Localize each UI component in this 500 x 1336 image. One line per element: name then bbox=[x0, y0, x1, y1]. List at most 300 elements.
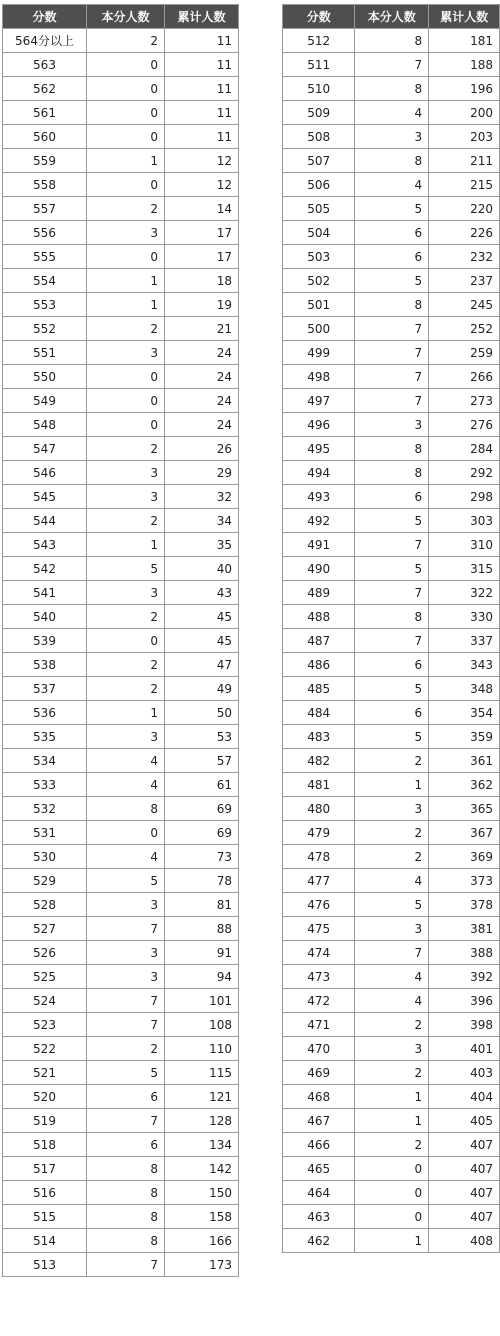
count-cell: 8 bbox=[355, 29, 429, 53]
cumulative-cell: 53 bbox=[165, 725, 239, 749]
cumulative-cell: 237 bbox=[429, 269, 500, 293]
table-row bbox=[283, 725, 500, 749]
table-row bbox=[283, 509, 500, 533]
score-cell: 483 bbox=[283, 725, 355, 749]
score-cell: 517 bbox=[3, 1157, 87, 1181]
score-cell: 528 bbox=[3, 893, 87, 917]
table-row bbox=[3, 629, 239, 653]
table-row bbox=[283, 173, 500, 197]
cumulative-cell: 388 bbox=[429, 941, 500, 965]
table-row bbox=[283, 365, 500, 389]
score-cell: 563 bbox=[3, 53, 87, 77]
table-row bbox=[283, 101, 500, 125]
count-cell: 8 bbox=[87, 1205, 165, 1229]
cumulative-cell: 115 bbox=[165, 1061, 239, 1085]
cumulative-cell: 24 bbox=[165, 341, 239, 365]
cumulative-cell: 45 bbox=[165, 629, 239, 653]
cumulative-cell: 403 bbox=[429, 1061, 500, 1085]
table-row bbox=[283, 677, 500, 701]
score-cell: 463 bbox=[283, 1205, 355, 1229]
cumulative-cell: 12 bbox=[165, 173, 239, 197]
score-cell: 543 bbox=[3, 533, 87, 557]
count-cell: 2 bbox=[87, 509, 165, 533]
count-cell: 5 bbox=[355, 197, 429, 221]
score-cell: 497 bbox=[283, 389, 355, 413]
score-cell: 533 bbox=[3, 773, 87, 797]
cumulative-cell: 134 bbox=[165, 1133, 239, 1157]
score-cell: 516 bbox=[3, 1181, 87, 1205]
score-cell: 482 bbox=[283, 749, 355, 773]
count-cell: 6 bbox=[87, 1085, 165, 1109]
cumulative-cell: 405 bbox=[429, 1109, 500, 1133]
table-row bbox=[3, 341, 239, 365]
table-row bbox=[283, 389, 500, 413]
count-cell: 7 bbox=[87, 1253, 165, 1277]
score-cell: 492 bbox=[283, 509, 355, 533]
table-row bbox=[283, 965, 500, 989]
count-cell: 0 bbox=[87, 125, 165, 149]
score-cell: 537 bbox=[3, 677, 87, 701]
count-cell: 1 bbox=[87, 149, 165, 173]
count-cell: 3 bbox=[87, 965, 165, 989]
cumulative-cell: 29 bbox=[165, 461, 239, 485]
table-row bbox=[3, 533, 239, 557]
score-cell: 541 bbox=[3, 581, 87, 605]
count-cell: 0 bbox=[355, 1205, 429, 1229]
table-row bbox=[3, 1157, 239, 1181]
count-cell: 8 bbox=[355, 461, 429, 485]
cumulative-cell: 252 bbox=[429, 317, 500, 341]
table-row bbox=[3, 53, 239, 77]
table-row bbox=[3, 125, 239, 149]
table-row bbox=[283, 605, 500, 629]
cumulative-cell: 57 bbox=[165, 749, 239, 773]
cumulative-cell: 11 bbox=[165, 53, 239, 77]
table-row bbox=[283, 773, 500, 797]
count-cell: 0 bbox=[87, 53, 165, 77]
table-row bbox=[3, 1109, 239, 1133]
score-cell: 472 bbox=[283, 989, 355, 1013]
score-cell: 529 bbox=[3, 869, 87, 893]
table-row bbox=[283, 1061, 500, 1085]
cumulative-cell: 35 bbox=[165, 533, 239, 557]
cumulative-cell: 188 bbox=[429, 53, 500, 77]
table-row bbox=[3, 1013, 239, 1037]
score-cell: 535 bbox=[3, 725, 87, 749]
table-row bbox=[283, 821, 500, 845]
score-cell: 546 bbox=[3, 461, 87, 485]
table-row bbox=[3, 437, 239, 461]
count-cell: 0 bbox=[87, 413, 165, 437]
table-row bbox=[3, 149, 239, 173]
count-cell: 2 bbox=[87, 197, 165, 221]
table-row bbox=[3, 701, 239, 725]
count-cell: 2 bbox=[355, 1133, 429, 1157]
cumulative-cell: 361 bbox=[429, 749, 500, 773]
count-cell: 7 bbox=[355, 53, 429, 77]
score-cell: 534 bbox=[3, 749, 87, 773]
table-row bbox=[3, 269, 239, 293]
cumulative-cell: 11 bbox=[165, 77, 239, 101]
count-cell: 6 bbox=[355, 701, 429, 725]
count-cell: 5 bbox=[87, 869, 165, 893]
score-cell: 481 bbox=[283, 773, 355, 797]
count-cell: 8 bbox=[355, 77, 429, 101]
score-cell: 510 bbox=[283, 77, 355, 101]
count-cell: 7 bbox=[355, 341, 429, 365]
score-cell: 504 bbox=[283, 221, 355, 245]
cumulative-cell: 359 bbox=[429, 725, 500, 749]
cumulative-cell: 110 bbox=[165, 1037, 239, 1061]
count-cell: 7 bbox=[355, 941, 429, 965]
cumulative-cell: 373 bbox=[429, 869, 500, 893]
score-cell: 508 bbox=[283, 125, 355, 149]
table-row bbox=[3, 413, 239, 437]
cumulative-cell: 407 bbox=[429, 1133, 500, 1157]
count-cell: 2 bbox=[87, 29, 165, 53]
count-cell: 3 bbox=[87, 725, 165, 749]
score-cell: 550 bbox=[3, 365, 87, 389]
cumulative-cell: 348 bbox=[429, 677, 500, 701]
table-row bbox=[283, 149, 500, 173]
score-cell: 509 bbox=[283, 101, 355, 125]
table-row bbox=[3, 797, 239, 821]
score-cell: 469 bbox=[283, 1061, 355, 1085]
count-cell: 3 bbox=[355, 1037, 429, 1061]
cumulative-cell: 181 bbox=[429, 29, 500, 53]
count-cell: 8 bbox=[87, 1229, 165, 1253]
table-row bbox=[3, 989, 239, 1013]
count-cell: 0 bbox=[87, 389, 165, 413]
cumulative-cell: 24 bbox=[165, 365, 239, 389]
table-row bbox=[3, 1085, 239, 1109]
table-row bbox=[3, 821, 239, 845]
count-cell: 0 bbox=[87, 365, 165, 389]
score-cell: 557 bbox=[3, 197, 87, 221]
table-row bbox=[283, 1133, 500, 1157]
cumulative-cell: 40 bbox=[165, 557, 239, 581]
cumulative-cell: 11 bbox=[165, 101, 239, 125]
table-row bbox=[283, 77, 500, 101]
score-cell: 561 bbox=[3, 101, 87, 125]
score-cell: 507 bbox=[283, 149, 355, 173]
count-cell: 7 bbox=[87, 989, 165, 1013]
score-cell: 542 bbox=[3, 557, 87, 581]
table-row bbox=[3, 605, 239, 629]
table-row bbox=[3, 197, 239, 221]
table-row bbox=[283, 533, 500, 557]
count-cell: 0 bbox=[355, 1157, 429, 1181]
score-cell: 514 bbox=[3, 1229, 87, 1253]
table-row bbox=[3, 917, 239, 941]
cumulative-cell: 273 bbox=[429, 389, 500, 413]
score-cell: 500 bbox=[283, 317, 355, 341]
cumulative-cell: 61 bbox=[165, 773, 239, 797]
table-row bbox=[3, 461, 239, 485]
count-cell: 5 bbox=[355, 509, 429, 533]
cumulative-cell: 315 bbox=[429, 557, 500, 581]
score-cell: 559 bbox=[3, 149, 87, 173]
score-cell: 484 bbox=[283, 701, 355, 725]
cumulative-cell: 408 bbox=[429, 1229, 500, 1253]
count-cell: 5 bbox=[355, 725, 429, 749]
count-cell: 5 bbox=[87, 1061, 165, 1085]
score-cell: 547 bbox=[3, 437, 87, 461]
cumulative-cell: 200 bbox=[429, 101, 500, 125]
table-header-row bbox=[283, 5, 500, 29]
table-row bbox=[283, 917, 500, 941]
score-cell: 522 bbox=[3, 1037, 87, 1061]
table-row bbox=[283, 1229, 500, 1253]
count-cell: 3 bbox=[355, 125, 429, 149]
count-cell: 2 bbox=[87, 437, 165, 461]
score-cell: 551 bbox=[3, 341, 87, 365]
cumulative-cell: 34 bbox=[165, 509, 239, 533]
count-cell: 6 bbox=[355, 221, 429, 245]
score-cell: 523 bbox=[3, 1013, 87, 1037]
table-row bbox=[283, 197, 500, 221]
count-cell: 8 bbox=[355, 293, 429, 317]
cumulative-cell: 94 bbox=[165, 965, 239, 989]
count-cell: 7 bbox=[355, 365, 429, 389]
cumulative-cell: 24 bbox=[165, 413, 239, 437]
count-cell: 8 bbox=[355, 605, 429, 629]
table-row bbox=[283, 125, 500, 149]
score-cell: 468 bbox=[283, 1085, 355, 1109]
cumulative-cell: 121 bbox=[165, 1085, 239, 1109]
cumulative-cell: 108 bbox=[165, 1013, 239, 1037]
count-cell: 7 bbox=[87, 917, 165, 941]
score-cell: 524 bbox=[3, 989, 87, 1013]
cumulative-cell: 50 bbox=[165, 701, 239, 725]
score-cell: 495 bbox=[283, 437, 355, 461]
table-row bbox=[3, 581, 239, 605]
count-cell: 0 bbox=[87, 173, 165, 197]
count-cell: 0 bbox=[87, 821, 165, 845]
table-row bbox=[3, 77, 239, 101]
count-cell: 6 bbox=[87, 1133, 165, 1157]
count-cell: 2 bbox=[355, 749, 429, 773]
cumulative-cell: 150 bbox=[165, 1181, 239, 1205]
cumulative-cell: 128 bbox=[165, 1109, 239, 1133]
score-cell: 494 bbox=[283, 461, 355, 485]
count-cell: 7 bbox=[355, 389, 429, 413]
cumulative-cell: 11 bbox=[165, 29, 239, 53]
cumulative-cell: 24 bbox=[165, 389, 239, 413]
count-cell: 8 bbox=[87, 797, 165, 821]
count-cell: 1 bbox=[87, 533, 165, 557]
cumulative-cell: 226 bbox=[429, 221, 500, 245]
count-cell: 2 bbox=[355, 845, 429, 869]
score-cell: 480 bbox=[283, 797, 355, 821]
cumulative-cell: 369 bbox=[429, 845, 500, 869]
score-cell: 549 bbox=[3, 389, 87, 413]
table-row bbox=[283, 1109, 500, 1133]
table-row bbox=[283, 1205, 500, 1229]
table-row bbox=[3, 773, 239, 797]
score-cell: 478 bbox=[283, 845, 355, 869]
count-cell: 7 bbox=[87, 1013, 165, 1037]
cumulative-cell: 49 bbox=[165, 677, 239, 701]
count-cell: 3 bbox=[87, 221, 165, 245]
table-row bbox=[3, 965, 239, 989]
count-cell: 2 bbox=[87, 653, 165, 677]
table-row bbox=[283, 437, 500, 461]
score-cell: 513 bbox=[3, 1253, 87, 1277]
count-cell: 4 bbox=[355, 965, 429, 989]
score-cell: 487 bbox=[283, 629, 355, 653]
table-row bbox=[3, 317, 239, 341]
count-cell: 0 bbox=[87, 101, 165, 125]
score-cell: 531 bbox=[3, 821, 87, 845]
table-row bbox=[3, 485, 239, 509]
table-row bbox=[3, 677, 239, 701]
cumulative-cell: 407 bbox=[429, 1205, 500, 1229]
table-row bbox=[283, 1085, 500, 1109]
count-cell: 5 bbox=[355, 557, 429, 581]
count-cell: 5 bbox=[355, 269, 429, 293]
count-cell: 5 bbox=[87, 557, 165, 581]
table-row bbox=[283, 317, 500, 341]
count-cell: 8 bbox=[87, 1157, 165, 1181]
count-cell: 1 bbox=[355, 1109, 429, 1133]
count-cell: 2 bbox=[87, 1037, 165, 1061]
cumulative-cell: 392 bbox=[429, 965, 500, 989]
count-cell: 3 bbox=[87, 461, 165, 485]
count-cell: 0 bbox=[355, 1181, 429, 1205]
table-row bbox=[3, 557, 239, 581]
header-count: 本分人数 bbox=[87, 5, 165, 29]
count-cell: 5 bbox=[355, 677, 429, 701]
count-cell: 6 bbox=[355, 485, 429, 509]
table-row bbox=[283, 485, 500, 509]
score-cell: 558 bbox=[3, 173, 87, 197]
cumulative-cell: 11 bbox=[165, 125, 239, 149]
table-row bbox=[283, 1157, 500, 1181]
score-cell: 527 bbox=[3, 917, 87, 941]
score-cell: 555 bbox=[3, 245, 87, 269]
table-row bbox=[283, 413, 500, 437]
table-row bbox=[3, 1253, 239, 1277]
score-cell: 515 bbox=[3, 1205, 87, 1229]
table-row bbox=[283, 53, 500, 77]
table-row bbox=[3, 893, 239, 917]
cumulative-cell: 166 bbox=[165, 1229, 239, 1253]
cumulative-cell: 14 bbox=[165, 197, 239, 221]
cumulative-cell: 69 bbox=[165, 821, 239, 845]
score-cell: 488 bbox=[283, 605, 355, 629]
count-cell: 7 bbox=[355, 581, 429, 605]
count-cell: 7 bbox=[355, 629, 429, 653]
table-row bbox=[283, 293, 500, 317]
score-cell: 562 bbox=[3, 77, 87, 101]
cumulative-cell: 69 bbox=[165, 797, 239, 821]
table-row bbox=[283, 29, 500, 53]
score-cell: 476 bbox=[283, 893, 355, 917]
score-cell: 490 bbox=[283, 557, 355, 581]
score-cell: 526 bbox=[3, 941, 87, 965]
table-row bbox=[283, 797, 500, 821]
count-cell: 1 bbox=[355, 1229, 429, 1253]
table-row bbox=[3, 653, 239, 677]
table-row bbox=[3, 1229, 239, 1253]
table-row bbox=[3, 749, 239, 773]
table-row bbox=[3, 365, 239, 389]
table-row bbox=[283, 845, 500, 869]
cumulative-cell: 292 bbox=[429, 461, 500, 485]
score-cell: 466 bbox=[283, 1133, 355, 1157]
cumulative-cell: 354 bbox=[429, 701, 500, 725]
score-cell: 493 bbox=[283, 485, 355, 509]
cumulative-cell: 88 bbox=[165, 917, 239, 941]
score-cell: 503 bbox=[283, 245, 355, 269]
table-row bbox=[3, 1061, 239, 1085]
cumulative-cell: 398 bbox=[429, 1013, 500, 1037]
count-cell: 7 bbox=[355, 317, 429, 341]
count-cell: 2 bbox=[355, 1061, 429, 1085]
score-cell: 474 bbox=[283, 941, 355, 965]
cumulative-cell: 158 bbox=[165, 1205, 239, 1229]
score-cell: 479 bbox=[283, 821, 355, 845]
score-cell: 462 bbox=[283, 1229, 355, 1253]
table-row bbox=[283, 221, 500, 245]
score-cell: 532 bbox=[3, 797, 87, 821]
score-cell: 467 bbox=[283, 1109, 355, 1133]
count-cell: 4 bbox=[355, 173, 429, 197]
cumulative-cell: 330 bbox=[429, 605, 500, 629]
count-cell: 6 bbox=[355, 245, 429, 269]
cumulative-cell: 220 bbox=[429, 197, 500, 221]
score-cell: 506 bbox=[283, 173, 355, 197]
table-row bbox=[3, 389, 239, 413]
score-cell: 536 bbox=[3, 701, 87, 725]
score-cell: 502 bbox=[283, 269, 355, 293]
cumulative-cell: 259 bbox=[429, 341, 500, 365]
count-cell: 6 bbox=[355, 653, 429, 677]
table-row bbox=[283, 269, 500, 293]
score-table-right bbox=[282, 4, 500, 1253]
cumulative-cell: 337 bbox=[429, 629, 500, 653]
cumulative-cell: 12 bbox=[165, 149, 239, 173]
score-cell: 485 bbox=[283, 677, 355, 701]
table-row bbox=[3, 845, 239, 869]
table-row bbox=[283, 581, 500, 605]
score-cell: 477 bbox=[283, 869, 355, 893]
score-cell: 489 bbox=[283, 581, 355, 605]
cumulative-cell: 407 bbox=[429, 1157, 500, 1181]
cumulative-cell: 245 bbox=[429, 293, 500, 317]
score-cell: 491 bbox=[283, 533, 355, 557]
cumulative-cell: 378 bbox=[429, 893, 500, 917]
cumulative-cell: 322 bbox=[429, 581, 500, 605]
table-row bbox=[3, 245, 239, 269]
cumulative-cell: 26 bbox=[165, 437, 239, 461]
cumulative-cell: 91 bbox=[165, 941, 239, 965]
cumulative-cell: 266 bbox=[429, 365, 500, 389]
score-cell: 475 bbox=[283, 917, 355, 941]
score-cell: 521 bbox=[3, 1061, 87, 1085]
count-cell: 8 bbox=[355, 149, 429, 173]
table-row bbox=[283, 557, 500, 581]
table-row bbox=[3, 293, 239, 317]
count-cell: 1 bbox=[355, 773, 429, 797]
score-cell: 519 bbox=[3, 1109, 87, 1133]
score-cell: 496 bbox=[283, 413, 355, 437]
score-cell: 544 bbox=[3, 509, 87, 533]
cumulative-cell: 407 bbox=[429, 1181, 500, 1205]
count-cell: 4 bbox=[87, 845, 165, 869]
table-row bbox=[283, 341, 500, 365]
